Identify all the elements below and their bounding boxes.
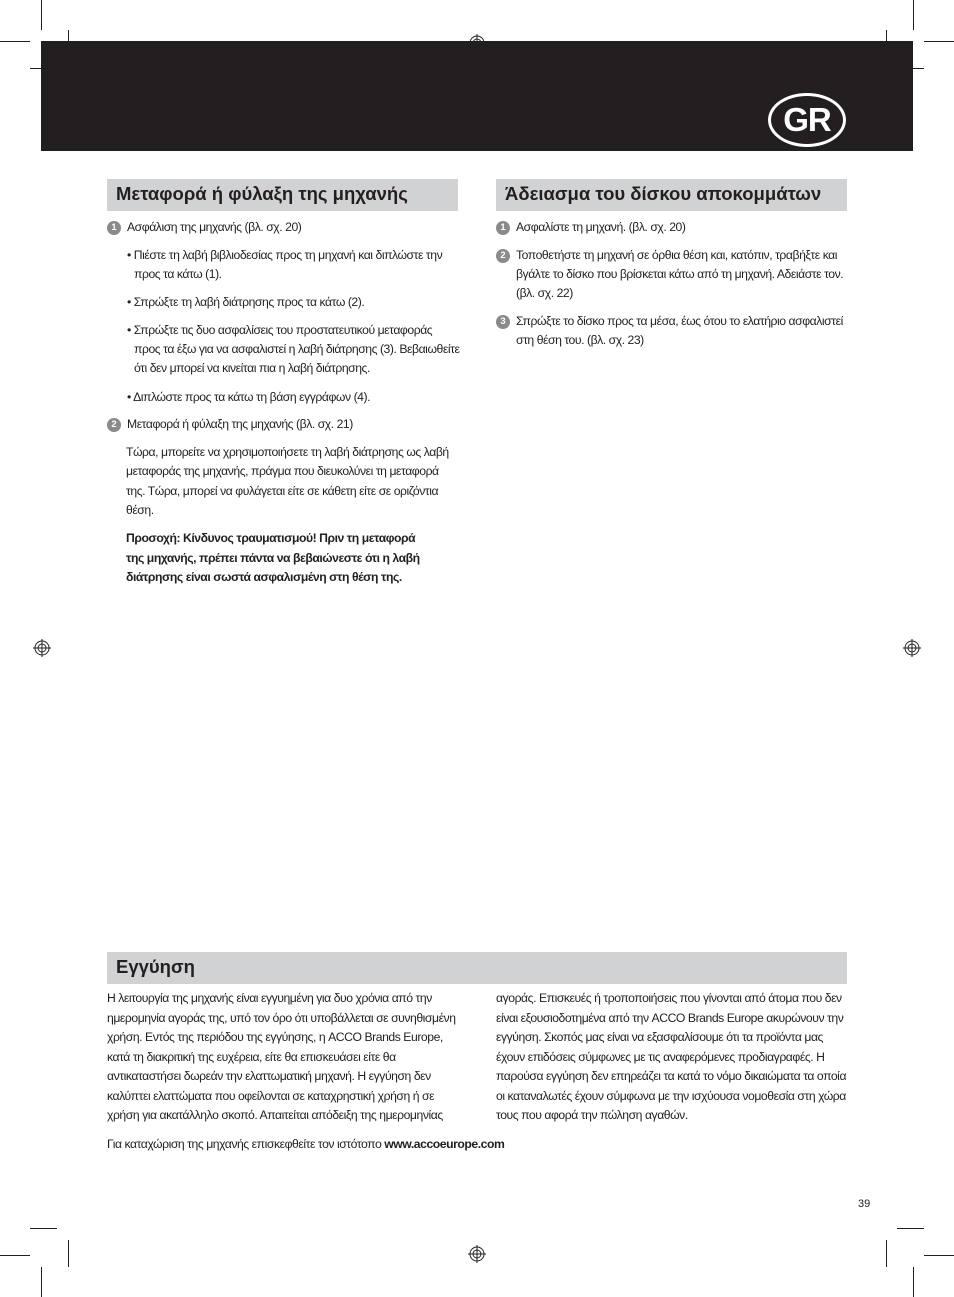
section-heading-empty-tray: [496, 179, 847, 211]
warranty-line: ημερομηνία αγοράς της, υπό τον όρο ότι υποβάλλεται σε συνηθισμένη: [107, 1011, 456, 1025]
step-text: στη θέση του. (βλ. σχ. 23): [516, 333, 644, 347]
body-line: της. Τώρα, μπορεί να φυλάγεται είτε σε κάθετη είτε σε οριζόντια: [126, 484, 439, 498]
crop-mark: [924, 1255, 954, 1256]
crop-mark: [68, 30, 69, 57]
bullet-line: ότι δεν μπορεί να κινείται πια η λαβή διάτρησης.: [134, 361, 370, 375]
warranty-line: χρήση για ακατάλληλο σκοπό. Απαιτείται απόδειξη της ημερομηνίας: [107, 1108, 443, 1122]
section-title: Άδειασμα του δίσκου αποκομμάτων: [505, 183, 822, 204]
warning-line: Προσοχή: Κίνδυνος τραυματισμού! Πριν τη μεταφορά: [126, 531, 416, 545]
warning-line: διάτρησης είναι σωστά ασφαλισμένη στη θέση της.: [126, 570, 402, 584]
section-title: Εγγύηση: [116, 956, 195, 977]
bullet-line: • Σπρώξτε τη λαβή διάτρησης προς τα κάτω (2).: [127, 295, 365, 309]
warranty-line: καλύπτει ελαττώματα που οφείλονται σε καταχρηστική χρήση ή σε: [107, 1089, 435, 1103]
registration-mark-icon: [903, 639, 921, 657]
crop-mark: [30, 1228, 57, 1229]
crop-mark: [41, 1267, 42, 1297]
registration-mark-icon: [468, 1245, 486, 1263]
registration-mark-icon: [33, 639, 51, 657]
page-number: 39: [858, 1198, 871, 1210]
crop-mark: [0, 1255, 30, 1256]
bullet-line: προς τα έξω για να ασφαλιστεί η λαβή διάτρησης (3). Βεβαιωθείτε: [134, 342, 460, 356]
registration-text: Για καταχώριση της μηχανής επισκεφθείτε τον ιστότοπο: [107, 1137, 385, 1151]
warranty-line: κατά τη διακριτική της ευχέρεια, είτε θα επισκευάσει είτε θα: [107, 1050, 396, 1064]
warranty-line: χρήση. Εντός της περιόδου της εγγύησης, η ACCO Brands Europe,: [107, 1030, 443, 1044]
bullet-line: • Σπρώξτε τις δυο ασφαλίσεις του προστατευτικού μεταφοράς: [127, 323, 433, 337]
warranty-line: αγοράς. Επισκευές ή τροποποιήσεις που γίνονται από άτομα που δεν: [496, 991, 842, 1005]
warranty-line: τους που αφορά την πώληση αγαθών.: [496, 1108, 688, 1122]
body-line: μεταφοράς της μηχανής, πράγμα που διευκολύνει τη μεταφορά: [126, 464, 439, 478]
crop-mark: [30, 68, 57, 69]
crop-mark: [68, 1240, 69, 1267]
registration-note: [107, 1135, 504, 1155]
crop-mark: [924, 41, 954, 42]
warranty-line: είναι εξουσιοδοτημένα από την ACCO Brands Europe ακυρώνουν την: [496, 1011, 844, 1025]
section-heading-transport: [107, 179, 458, 211]
crop-mark: [886, 30, 887, 57]
section-title: Μεταφορά ή φύλαξη της μηχανής: [116, 183, 408, 204]
warranty-line: Η λειτουργία της μηχανής είναι εγγυημένη για δυο χρόνια από την: [107, 991, 432, 1005]
crop-mark: [913, 0, 914, 30]
step-number-badge: 1: [107, 221, 121, 235]
body-line: Τώρα, μπορείτε να χρησιμοποιήσετε τη λαβή διάτρησης ως λαβή: [126, 445, 449, 459]
language-badge: GR: [768, 93, 846, 147]
warranty-line: έχουν επιδόσεις σύμφωνες με τις αναφερόμενες προδιαγραφές. Η: [496, 1050, 825, 1064]
step-text: Τοποθετήστε τη μηχανή σε όρθια θέση και, κατόπιν, τραβήξτε και: [516, 248, 838, 262]
step-text: Σπρώξτε το δίσκο προς τα μέσα, έως ότου το ελατήριο ασφαλιστεί: [516, 314, 843, 328]
body-line: θέση.: [126, 503, 154, 517]
bullet-line: • Πιέστε τη λαβή βιβλιοδεσίας προς τη μηχανή και διπλώστε την: [127, 248, 443, 262]
warning-line: της μηχανής, πρέπει πάντα να βεβαιώνεστε ότι η λαβή: [126, 551, 420, 565]
step-text: Μεταφορά ή φύλαξη της μηχανής (βλ. σχ. 21): [127, 417, 353, 431]
crop-mark: [41, 0, 42, 30]
step-number-badge: 2: [496, 249, 510, 263]
section-heading-warranty: [107, 952, 847, 984]
step-text: Ασφαλίστε τη μηχανή. (βλ. σχ. 20): [516, 220, 686, 234]
step-text: Ασφάλιση της μηχανής (βλ. σχ. 20): [127, 220, 302, 234]
step-number-badge: 3: [496, 315, 510, 329]
registration-mark-icon: [468, 34, 486, 52]
step-text: (βλ. σχ. 22): [516, 286, 573, 300]
warranty-line: παρούσα εγγύηση δεν επηρεάζει τα κατά το νόμο δικαιώματα τα οποία: [496, 1069, 847, 1083]
step-text: βγάλτε το δίσκο που βρίσκεται κάτω από τη μηχανή. Αδειάστε τον.: [516, 267, 844, 281]
crop-mark: [913, 1267, 914, 1297]
step-number-badge: 2: [107, 418, 121, 432]
bullet-line: προς τα κάτω (1).: [134, 267, 222, 281]
step-number-badge: 1: [496, 221, 510, 235]
warranty-line: οι καταναλωτές έχουν σύμφωνα με την ισχύουσα νομοθεσία στη χώρα: [496, 1089, 846, 1103]
warranty-line: εγγύηση. Σκοπός μας είναι να εξασφαλίσουμε ότι τα προϊόντα μας: [496, 1030, 823, 1044]
crop-mark: [897, 1228, 924, 1229]
bullet-line: • Διπλώστε προς τα κάτω τη βάση εγγράφων (4).: [127, 390, 371, 404]
crop-mark: [0, 41, 30, 42]
website-link[interactable]: www.accoeurope.com: [384, 1137, 505, 1151]
crop-mark: [897, 68, 924, 69]
warranty-line: αντικαταστήσει δωρεάν την ελαττωματική μηχανή. Η εγγύηση δεν: [107, 1069, 431, 1083]
crop-mark: [886, 1240, 887, 1267]
